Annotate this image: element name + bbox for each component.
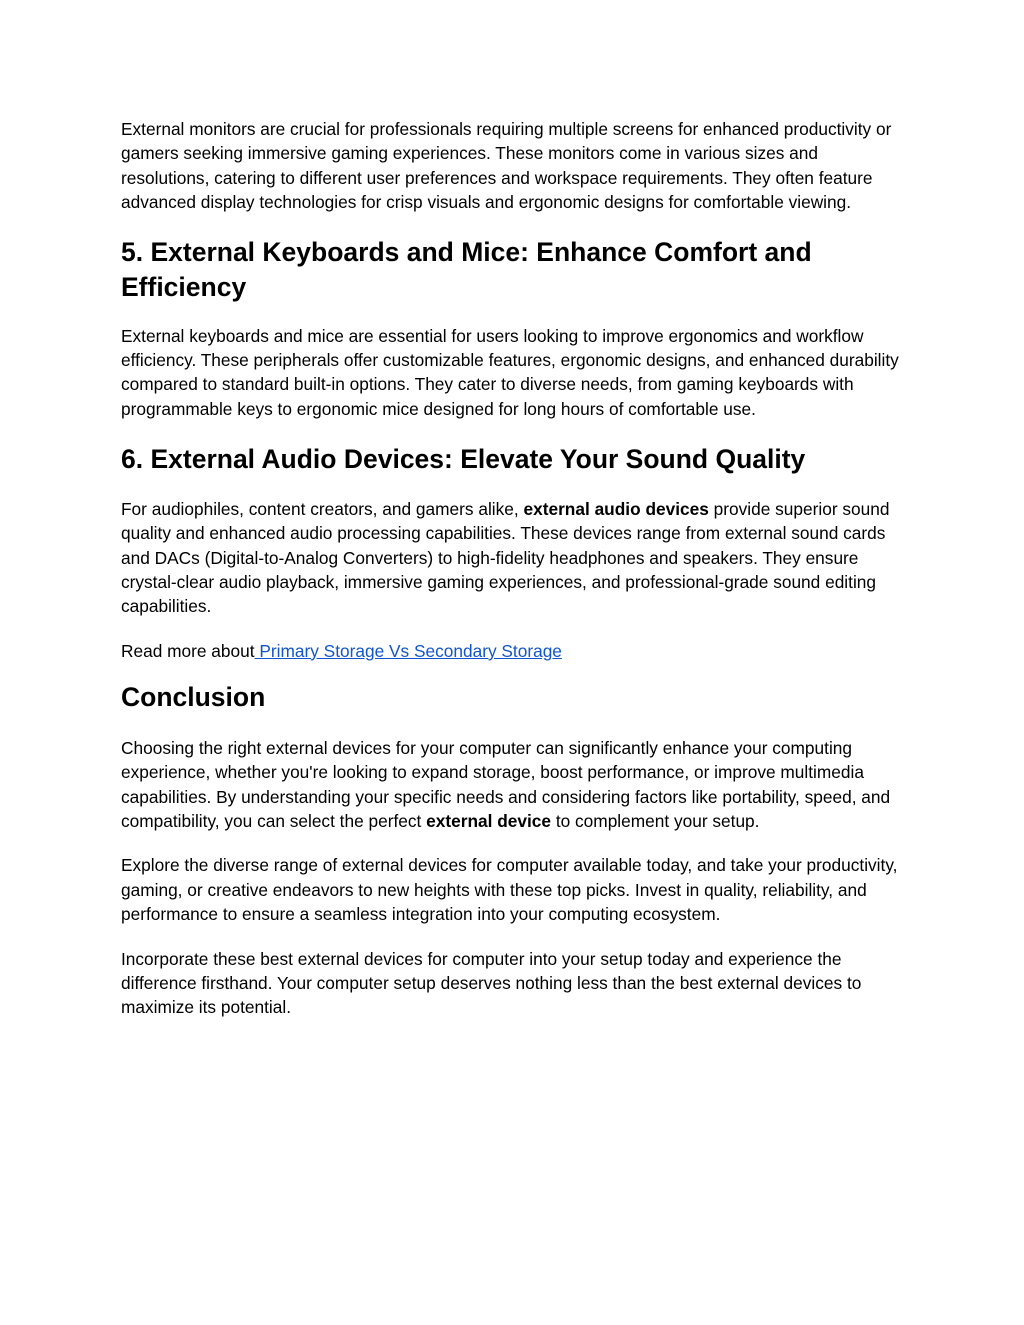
conclusion-paragraph-1 (121, 736, 911, 834)
section-6-paragraph (121, 497, 911, 619)
section-5-heading: 5. External Keyboards and Mice: Enhance Comfort and Efficiency (121, 236, 812, 303)
read-more-paragraph (121, 639, 911, 663)
conclusion-heading: Conclusion (121, 682, 266, 713)
conclusion-p1-after: to complement your setup. (551, 810, 760, 831)
conclusion-paragraph-3: Incorporate these best external devices for computer into your setup today and experience the difference firsthand. Your computer setup deserves nothing less than the best external devices to maximize its potential. (121, 948, 862, 1018)
conclusion-paragraph-2: Explore the diverse range of external devices for computer available today, and take your productivity, gaming, or creative endeavors to new heights with these top picks. Invest in quality, reliability, and performance to ensure a seamless integration into your computing ecosystem. (121, 855, 898, 925)
section-6-text-after: provide superior sound quality and enhanced audio processing capabilities. These devices range from external sound cards and DACs (Digital-to-Analog Converters) to high-fidelity headphones and speakers. They ensure crystal-clear audio playback, immersive gaming experiences, and professional-grade sound editing capabilities. (121, 498, 890, 617)
section-6-text-before: For audiophiles, content creators, and gamers alike, (121, 498, 524, 519)
section-6-heading: 6. External Audio Devices: Elevate Your Sound Quality (121, 444, 806, 475)
document-page (121, 117, 911, 1020)
section-6-bold-phrase: external audio devices (523, 498, 709, 519)
primary-vs-secondary-storage-link[interactable]: Primary Storage Vs Secondary Storage (254, 640, 562, 661)
section-5-paragraph: External keyboards and mice are essential for users looking to improve ergonomics and workflow efficiency. These peripherals offer customizable features, ergonomic designs, and enhanced durability compared to standard built-in options. They cater to diverse needs, from gaming keyboards with programmable keys to ergonomic mice designed for long hours of comfortable use. (121, 325, 899, 419)
conclusion-p1-before: Choosing the right external devices for your computer can significantly enhance your computing experience, whether you're looking to expand storage, boost performance, or improve multimedia capabilities. By understanding your specific needs and considering factors like portability, speed, and compatibility, you can select the perfect (121, 737, 891, 831)
intro-paragraph: External monitors are crucial for professionals requiring multiple screens for enhanced productivity or gamers seeking immersive gaming experiences. These monitors come in various sizes and resolutions, catering to different user preferences and workspace requirements. They often feature advanced display technologies for crisp visuals and ergonomic designs for comfortable viewing. (121, 119, 892, 213)
conclusion-p1-bold-phrase: external device (426, 810, 552, 831)
read-more-prefix: Read more about (121, 640, 255, 661)
